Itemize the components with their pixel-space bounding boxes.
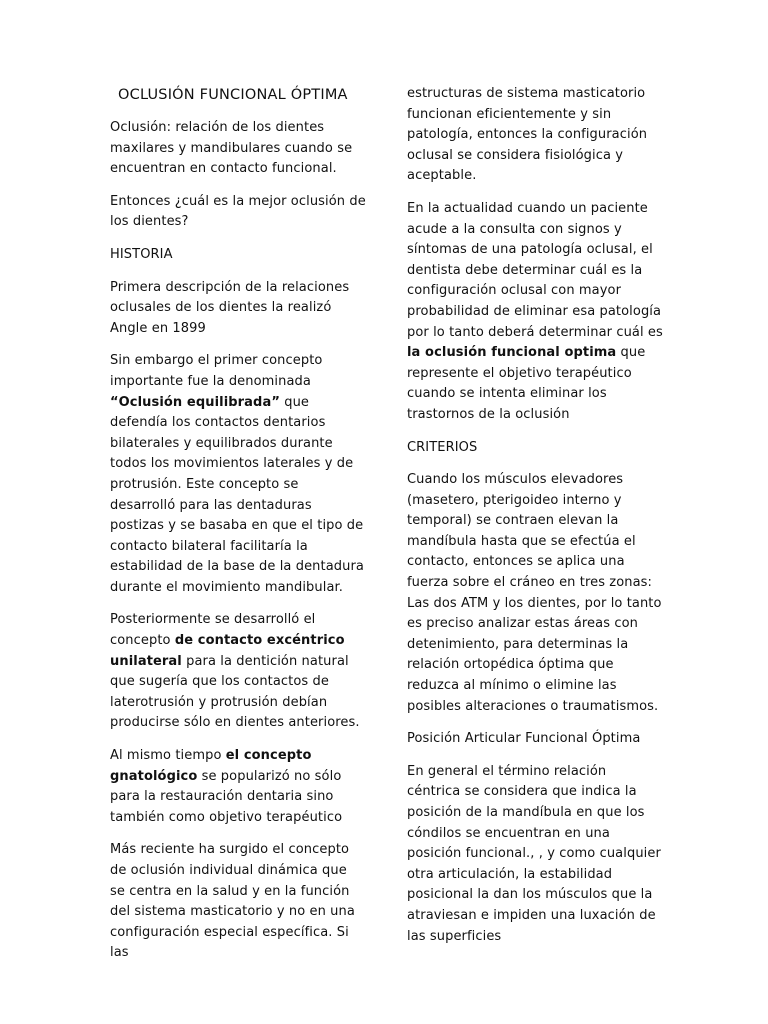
section-heading-criterios: CRITERIOS [407,439,478,455]
left-column [110,84,366,976]
text-run: Sin embargo el primer concepto importante fue la denominada [110,353,323,389]
paragraph-angle: Primera descripción de la relaciones oclusales de los dientes la realizó Angle en 1899 [110,279,350,336]
bold-term: la oclusión funcional optima [407,345,617,361]
text-run: En la actualidad cuando un paciente acude a la consulta con signos y síntomas de una patología oclusal, el dentista debe determinar cuál es la configuración oclusal con mayor probabilidad de eliminar esa patología por lo tanto deberá determinar cuál es [407,200,663,340]
bold-term: el concepto gnatológico [110,748,312,784]
paragraph-contacto-excentrico [110,610,366,734]
right-column [407,84,663,959]
paragraph-question: Entonces ¿cuál es la mejor oclusión de los dientes? [110,193,366,230]
paragraph-oclusion-equilibrada [110,351,366,598]
text-run: Posteriormente se desarrolló el concepto [110,612,316,649]
section-heading-historia: HISTORIA [110,246,173,262]
document-title: OCLUSIÓN FUNCIONAL ÓPTIMA [118,87,348,103]
paragraph-musculos: Cuando los músculos elevadores (masetero, pterigoideo interno y temporal) se contraen elevan la mandíbula hasta que se efectúa el contacto, entonces se aplica una fuerza sobre el cráneo en tres zonas: Las dos ATM y los dientes, por lo tanto es preciso analizar estas áreas con detenimiento, para determinas la relación ortopédica óptima que reduzca al mínimo o elimine las posibles alteraciones o traumatismos. [407,472,662,714]
text-run: que defendía los contactos dentarios bilaterales y equilibrados durante todos los movimientos laterales y de protrusión. Este concepto se desarrolló para las dentaduras postizas y se basaba en que el tipo de contacto bilateral facilitaría la estabilidad de la base de la dentadura durante el movimiento mandibular. [110,394,364,595]
section-heading-posicion: Posición Articular Funcional Óptima [407,731,641,747]
bold-term: “Oclusión equilibrada” [110,394,280,410]
text-run: se popularizó no sólo para la restauración dentaria sino también como objetivo terapéutico [110,768,343,825]
bold-term: de contacto excéntrico unilateral [110,633,345,669]
paragraph-gnatologico [110,746,366,828]
text-run: Al mismo tiempo [110,748,226,764]
text-run: que represente el objetivo terapéutico cuando se intenta eliminar los trastornos de la oclusión [407,345,646,422]
paragraph-estructuras: estructuras de sistema masticatorio funcionan eficientemente y sin patología, entonces la configuración oclusal se considera fisiológica y aceptable. [407,86,648,184]
paragraph-actualidad [407,199,663,426]
paragraph-definition: Oclusión: relación de los dientes maxilares y mandibulares cuando se encuentran en contacto funcional. [110,120,353,177]
paragraph-oclusion-dinamica: Más reciente ha surgido el concepto de oclusión individual dinámica que se centra en la salud y en la función del sistema masticatorio y no en una configuración especial específica. Si las [110,842,355,961]
paragraph-relacion-centrica: En general el término relación céntrica se considera que indica la posición de la mandíbula en que los cóndilos se encuentran en una posición funcional., , y como cualquier otra articulación, la estabilidad posicional la dan los músculos que la atraviesan e impiden una luxación de las superficies [407,763,661,944]
text-run: para la dentición natural que sugería que los contactos de laterotrusión y protrusión debían producirse sólo en dientes anteriores. [110,653,360,731]
